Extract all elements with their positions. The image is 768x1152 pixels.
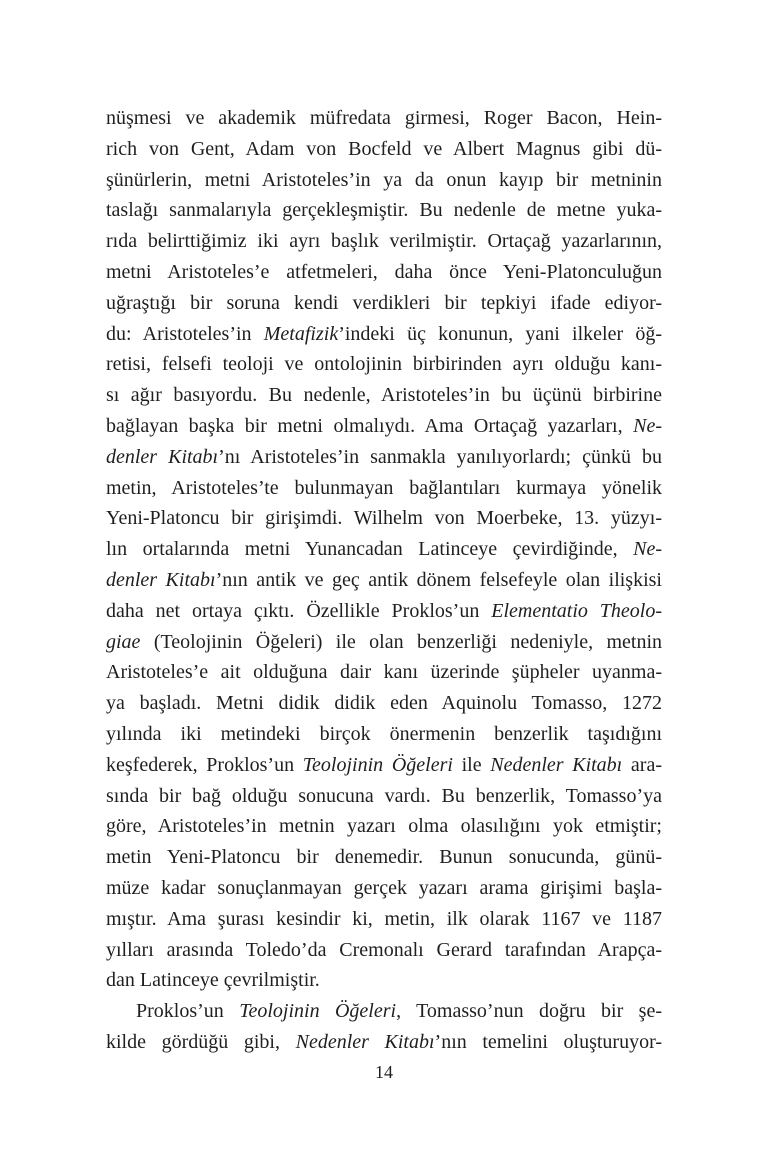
text-line: sı ağır basıyordu. Bu nedenle, Aristoteles’in bu üçünü birbirine bbox=[106, 384, 662, 407]
text-line bbox=[106, 319, 662, 350]
text-line bbox=[106, 596, 662, 627]
text-run: ’nı Aristoteles’in sanmakla yanılıyorlardı; çünkü bu bbox=[218, 445, 662, 468]
text-line: retisi, felsefi teoloji ve ontolojinin birbirinden ayrı olduğu kanı- bbox=[106, 353, 662, 376]
text-line bbox=[106, 442, 662, 473]
book-title: Teolojinin Öğeleri bbox=[239, 1000, 397, 1023]
text-run: ara- bbox=[622, 753, 662, 776]
text-line bbox=[106, 996, 662, 1027]
text-run: ile bbox=[452, 753, 491, 776]
text-run: Proklos’un bbox=[136, 1000, 240, 1023]
book-title: Elementatio Theolo- bbox=[491, 599, 662, 622]
text-line: göre, Aristoteles’in metnin yazarı olma olasılığını yok etmiştir; bbox=[106, 815, 662, 838]
text-run: (Teolojinin Öğeleri) ile olan benzerliği nedeniyle, metnin bbox=[140, 630, 662, 653]
book-title: giae bbox=[106, 630, 141, 653]
text-line: metni Aristoteles’e atfetmeleri, daha önce Yeni-Platonculuğun bbox=[106, 260, 662, 283]
text-run: bağlayan başka bir metni olmalıydı. Ama Ortaçağ yazarları, bbox=[106, 414, 634, 437]
book-title: Teolojinin Öğeleri bbox=[302, 753, 453, 776]
page-number: 14 bbox=[375, 1062, 393, 1082]
text-run: lın ortalarında metni Yunancadan Latinceye çevirdiğinde, bbox=[106, 538, 634, 561]
text-line: yılları arasında Toledo’da Cremonalı Gerard tarafından Arapça- bbox=[106, 938, 662, 961]
text-line bbox=[106, 1027, 662, 1058]
text-line bbox=[106, 411, 662, 442]
text-run: du: Aristoteles’in bbox=[106, 322, 264, 345]
book-title: Nedenler Kitabı bbox=[490, 753, 623, 776]
book-title: Ne- bbox=[633, 414, 662, 437]
text-line: sında bir bağ olduğu sonucuna vardı. Bu benzerlik, Tomasso’ya bbox=[106, 784, 662, 807]
paragraph-2 bbox=[106, 996, 662, 1058]
text-line bbox=[106, 627, 662, 658]
text-line: uğraştığı bir soruna kendi verdikleri bir tepkiyi ifade ediyor- bbox=[106, 291, 662, 314]
text-run: ’indeki üç konunun, yani ilkeler öğ- bbox=[338, 322, 662, 345]
text-run: ’nın antik ve geç antik dönem felsefeyle olan ilişkisi bbox=[215, 568, 662, 591]
book-title: denler Kitabı bbox=[106, 445, 219, 468]
book-title: Nedenler Kitabı bbox=[295, 1030, 435, 1053]
page-body bbox=[106, 103, 662, 1058]
book-title: denler Kitabı bbox=[106, 568, 216, 591]
text-run: ’nın temelini oluşturuyor- bbox=[434, 1030, 663, 1053]
text-line: nüşmesi ve akademik müfredata girmesi, Roger Bacon, Hein- bbox=[106, 107, 662, 129]
book-title: Ne- bbox=[633, 538, 662, 561]
paragraph-1 bbox=[106, 103, 662, 996]
text-line: mıştır. Ama şurası kesindir ki, metin, ilk olarak 1167 ve 1187 bbox=[106, 907, 662, 930]
text-line: rıda belirttiğimiz iki ayrı başlık verilmiştir. Ortaçağ yazarlarının, bbox=[106, 230, 662, 253]
text-line: müze kadar sonuçlanmayan gerçek yazarı arama girişimi başla- bbox=[106, 876, 662, 899]
text-run: kilde gördüğü gibi, bbox=[106, 1030, 296, 1053]
text-run: daha net ortaya çıktı. Özellikle Proklos’un bbox=[106, 599, 492, 622]
text-line bbox=[106, 750, 662, 781]
text-line: Yeni-Platoncu bir girişimdi. Wilhelm von Moerbeke, 13. yüzyı- bbox=[106, 507, 662, 530]
text-line: Aristoteles’e ait olduğuna dair kanı üzerinde şüpheler uyanma- bbox=[106, 661, 662, 684]
text-line: dan Latinceye çevrilmiştir. bbox=[106, 969, 320, 992]
text-line: ya başladı. Metni didik didik eden Aquinolu Tomasso, 1272 bbox=[106, 692, 662, 715]
text-line: şünürlerin, metni Aristoteles’in ya da onun kayıp bir metninin bbox=[106, 168, 662, 191]
text-line: yılında iki metindeki birçok önermenin benzerlik taşıdığını bbox=[106, 722, 662, 745]
text-line: taslağı sanmalarıyla gerçekleşmiştir. Bu nedenle de metne yuka- bbox=[106, 199, 662, 222]
text-line: metin Yeni-Platoncu bir denemedir. Bunun sonucunda, günü- bbox=[106, 846, 662, 869]
text-run: keşfederek, Proklos’un bbox=[106, 753, 303, 776]
text-line: metin, Aristoteles’te bulunmayan bağlantıları kurmaya yönelik bbox=[106, 476, 662, 499]
text-run: , Tomasso’nun doğru bir şe- bbox=[396, 1000, 662, 1023]
text-line bbox=[106, 565, 662, 596]
book-title: Metafizik bbox=[263, 322, 339, 345]
text-line: rich von Gent, Adam von Bocfeld ve Albert Magnus gibi dü- bbox=[106, 137, 662, 160]
text-line bbox=[106, 534, 662, 565]
